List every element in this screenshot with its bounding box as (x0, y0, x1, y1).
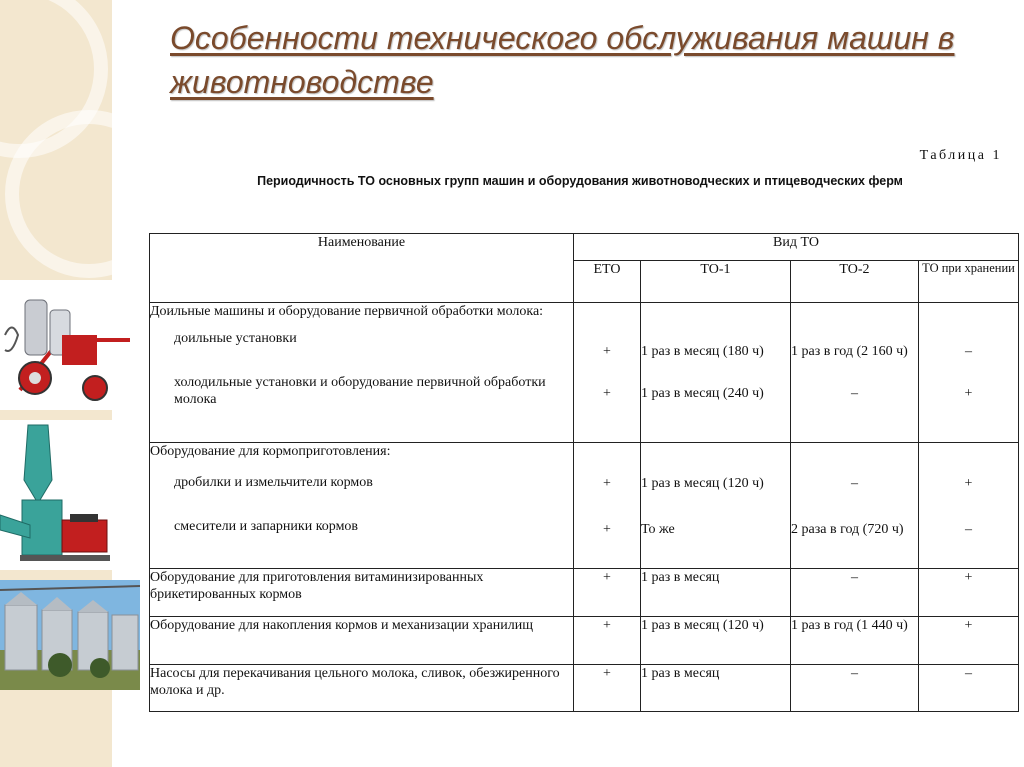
to2-cell (791, 443, 919, 569)
storage-value: – (965, 344, 972, 359)
to1-cell (641, 303, 791, 443)
to1-value: То же (641, 522, 675, 537)
header-to1: ТО-1 (641, 261, 791, 303)
to1-value: 1 раз в месяц (180 ч) (641, 344, 764, 359)
to2-value: – (851, 476, 858, 491)
maintenance-table (149, 233, 1019, 712)
to1-value: 1 раз в месяц (240 ч) (641, 386, 764, 401)
storage-value: + (964, 386, 973, 401)
table-row (150, 665, 1019, 712)
group-title: Доильные машины и оборудование первичной обработки молока: (150, 304, 544, 319)
table-row (150, 617, 1019, 665)
table-caption: Периодичность ТО основных групп машин и оборудования животноводческих и птицеводческих ферм (257, 174, 903, 188)
eto-value: + (603, 522, 611, 537)
eto-value: + (603, 386, 611, 401)
group-title: Оборудование для накопления кормов и механизации хранилищ (150, 617, 574, 665)
eto-cell (574, 443, 641, 569)
to2-value: 1 раз в год (1 440 ч) (791, 617, 919, 665)
group-cell (150, 443, 574, 569)
feed-crusher-image (0, 420, 140, 570)
eto-value: + (574, 665, 641, 712)
to1-cell (641, 443, 791, 569)
to1-value: 1 раз в месяц (641, 569, 791, 617)
to1-value: 1 раз в месяц (641, 665, 791, 712)
to2-cell (791, 303, 919, 443)
storage-cell (919, 443, 1019, 569)
to1-value: 1 раз в месяц (120 ч) (641, 476, 764, 491)
storage-value: – (919, 665, 1019, 712)
eto-value: + (603, 476, 611, 491)
storage-value: + (919, 569, 1019, 617)
to2-value: 2 раза в год (720 ч) (791, 522, 904, 537)
eto-value: + (603, 344, 611, 359)
item-name: доильные установки (174, 331, 297, 346)
to2-value: – (851, 386, 858, 401)
table-row (150, 443, 1019, 569)
storage-value: + (919, 617, 1019, 665)
table-number-label: Таблица 1 (919, 148, 1002, 163)
eto-cell (574, 303, 641, 443)
to2-value: 1 раз в год (2 160 ч) (791, 344, 908, 359)
group-title: Оборудование для кормоприготовления: (150, 444, 391, 459)
header-name: Наименование (150, 234, 574, 303)
group-title: Оборудование для приготовления витаминизированных брикетированных кормов (150, 569, 574, 617)
to2-value: – (791, 665, 919, 712)
header-to2: ТО-2 (791, 261, 919, 303)
group-title: Насосы для перекачивания цельного молока, сливок, обезжиренного молока и др. (150, 665, 574, 712)
header-to-storage: ТО при хранении (919, 261, 1019, 303)
slide-title: Особенности технического обслуживания машин в животноводстве (170, 20, 955, 100)
group-cell (150, 303, 574, 443)
table-row (150, 303, 1019, 443)
header-eto: ЕТО (574, 261, 641, 303)
item-name: смесители и запарники кормов (174, 519, 359, 534)
item-name: дробилки и измельчители кормов (174, 475, 373, 490)
header-vid-to: Вид ТО (574, 234, 1019, 261)
storage-cell (919, 303, 1019, 443)
table-row (150, 569, 1019, 617)
to2-value: – (791, 569, 919, 617)
grain-silos-image (0, 580, 140, 690)
header-row (150, 234, 1019, 261)
storage-value: – (965, 522, 972, 537)
item-name: холодильные установки и оборудование первичной обработки молока (174, 375, 546, 407)
eto-value: + (574, 569, 641, 617)
storage-value: + (964, 476, 973, 491)
to1-value: 1 раз в месяц (120 ч) (641, 617, 791, 665)
eto-value: + (574, 617, 641, 665)
milking-machine-image (0, 280, 140, 410)
